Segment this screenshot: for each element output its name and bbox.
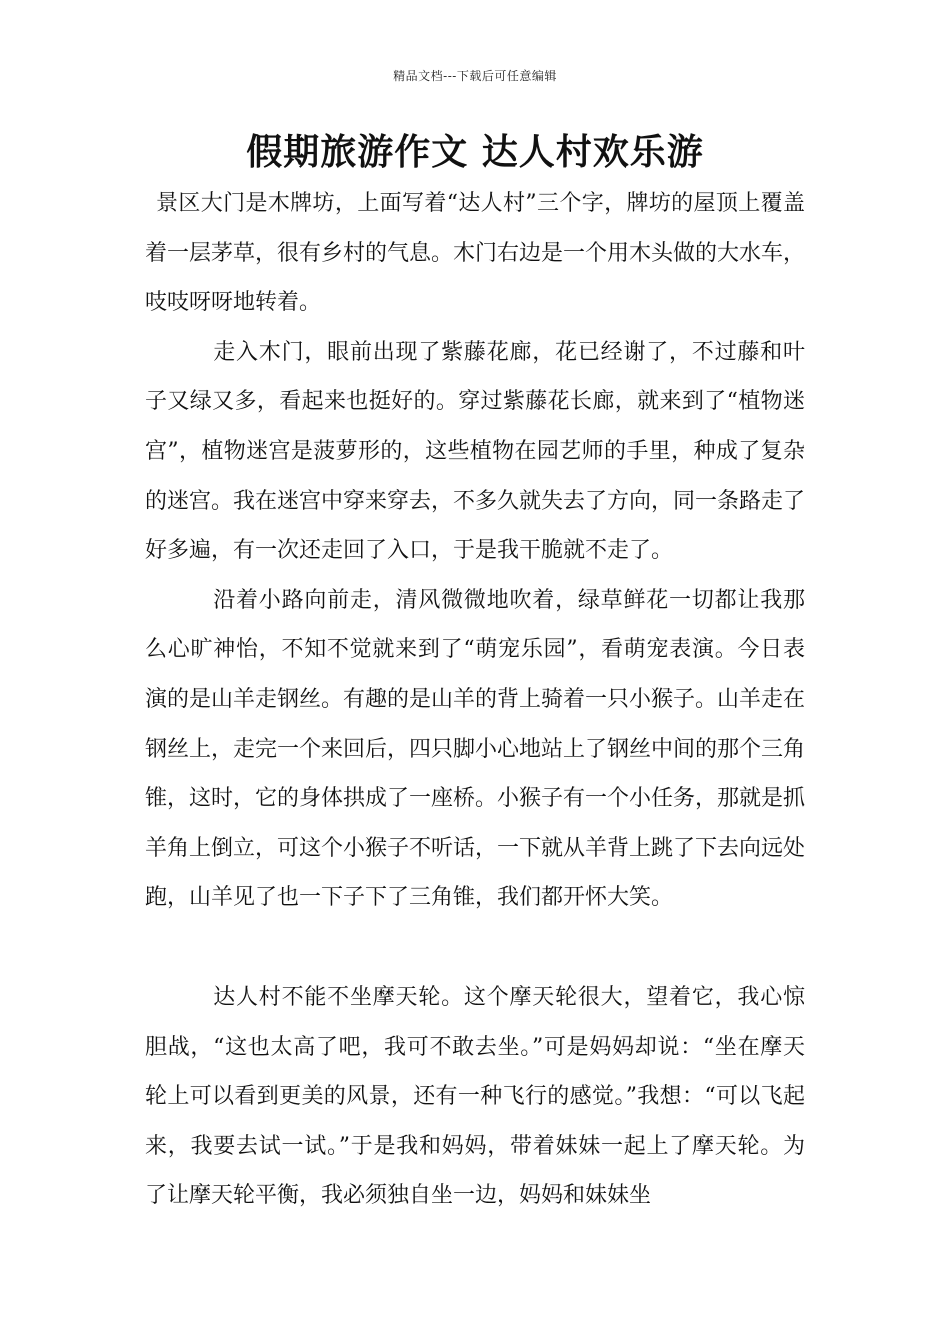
header-note: 精品文档---下载后可任意编辑 [393,69,557,83]
document-body [145,179,805,1221]
document-title: 假期旅游作文 达人村欢乐游 [246,131,704,173]
paragraph-ferris-wheel: 达人村不能不坐摩天轮。这个摩天轮很大，望着它，我心惊胆战，“这也太高了吧，我可不敢去坐。”可是妈妈却说：“坐在摩天轮上可以看到更美的风景，还有一种飞行的感觉。”我想：“可以飞起来，我要去试一试。”于是我和妈妈，带着妹妹一起上了摩天轮。为了让摩天轮平衡，我必须独自坐一边，妈妈和妹妹坐 [145,984,805,1209]
paragraph-gate: 景区大门是木牌坊，上面写着“达人村”三个字，牌坊的屋顶上覆盖着一层茅草，很有乡村的气息。木门右边是一个用木头做的大水车，吱吱呀呀地转着。 [145,191,806,316]
paragraph-pet-show: 沿着小路向前走，清风微微地吹着，绿草鲜花一切都让我那么心旷神怡，不知不觉就来到了“萌宠乐园”，看萌宠表演。今日表演的是山羊走钢丝。有趣的是山羊的背上骑着一只小猴子。山羊走在钢丝上，走完一个来回后，四只脚小心地站上了钢丝中间的那个三角锥，这时，它的身体拱成了一座桥。小猴子有一个小任务，那就是抓羊角上倒立，可这个小猴子不听话，一下就从羊背上跳了下去向远处跑，山羊见了也一下子下了三角锥，我们都开怀大笑。 [145,587,806,911]
paragraph-maze: 走入木门，眼前出现了紫藤花廊，花已经谢了，不过藤和叶子又绿又多，看起来也挺好的。穿过紫藤花长廊，就来到了“植物迷宫”，植物迷宫是菠萝形的，这些植物在园艺师的手里，种成了复杂的迷宫。我在迷宫中穿来穿去，不多久就失去了方向，同一条路走了好多遍，有一次还走回了入口，于是我干脆就不走了。 [145,339,806,564]
